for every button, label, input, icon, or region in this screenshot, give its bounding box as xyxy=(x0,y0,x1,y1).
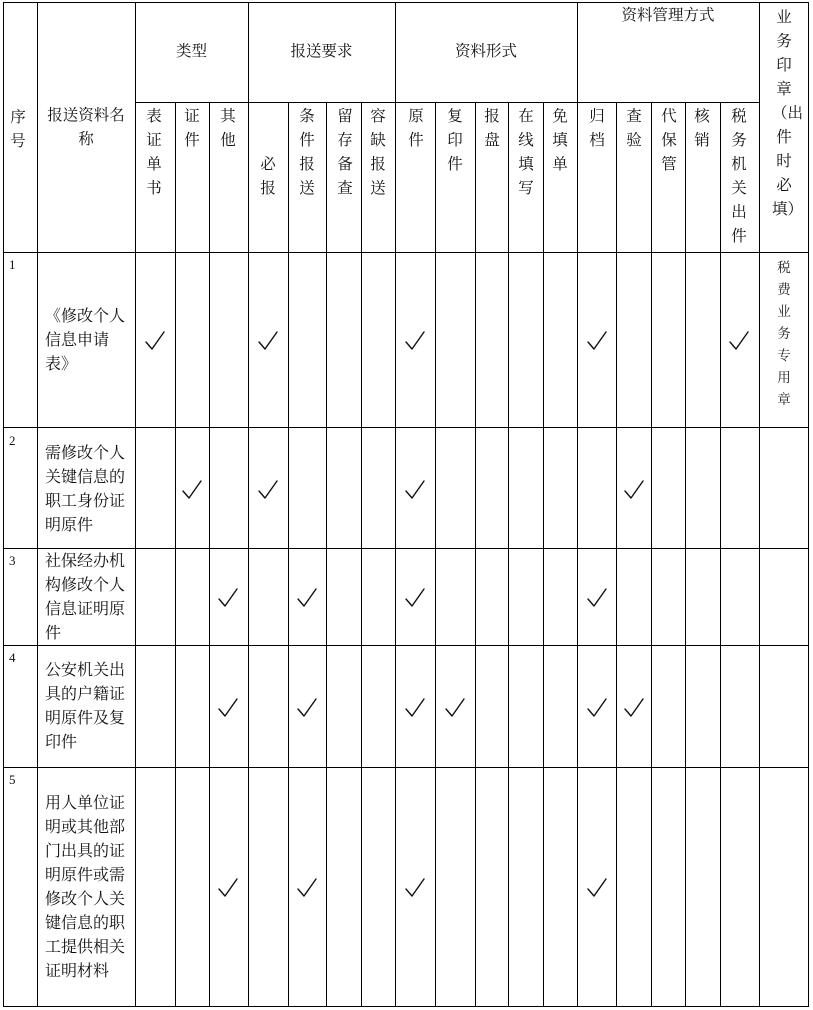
grid-line xyxy=(209,102,210,1007)
subheader-other: 其他 xyxy=(220,107,236,149)
subheader-exempt: 免填单 xyxy=(552,107,568,173)
grid-line xyxy=(361,102,362,1007)
check-mark-icon xyxy=(585,586,609,610)
check-mark-icon xyxy=(403,586,427,610)
header-doc-name: 报送资料名称 xyxy=(47,106,125,148)
grid-line xyxy=(543,102,544,1007)
grid-line xyxy=(720,102,721,1007)
subheader-archive: 归档 xyxy=(589,107,605,149)
header-management: 资料管理方式 xyxy=(621,6,715,24)
grid-line xyxy=(759,2,760,1007)
check-mark-icon xyxy=(295,696,319,720)
subheader-retain: 留存备查 xyxy=(337,107,353,197)
check-mark-icon xyxy=(403,876,427,900)
check-mark-icon xyxy=(443,696,467,720)
grid-line xyxy=(248,2,249,1007)
grid-line xyxy=(135,2,136,1007)
grid-line xyxy=(3,427,809,428)
check-mark-icon xyxy=(295,876,319,900)
grid-line xyxy=(435,102,436,1007)
row-seal-text: 税费业务专用章 xyxy=(777,260,791,408)
subheader-conditional: 条件报送 xyxy=(299,107,315,197)
subheader-inspect: 查验 xyxy=(626,107,642,149)
check-mark-icon xyxy=(585,329,609,353)
check-mark-icon xyxy=(256,478,280,502)
grid-line xyxy=(288,102,289,1007)
subheader-cancel: 核销 xyxy=(694,107,710,149)
grid-line xyxy=(3,1006,809,1007)
grid-line xyxy=(3,2,4,1007)
header-category: 类型 xyxy=(175,42,207,60)
subheader-tolerant: 容缺报送 xyxy=(370,107,386,197)
grid-line xyxy=(616,102,617,1007)
subheader-custody: 代保管 xyxy=(661,107,677,173)
grid-line xyxy=(475,102,476,1007)
row-doc-name: 需修改个人关键信息的职工身份证明原件 xyxy=(45,442,126,534)
check-mark-icon xyxy=(216,586,240,610)
row-doc-name: 公安机关出具的户籍证明原件及复印件 xyxy=(45,660,126,751)
check-mark-icon xyxy=(727,329,751,353)
row-doc-name: 社保经办机构修改个人信息证明原件 xyxy=(45,551,126,642)
check-mark-icon xyxy=(403,329,427,353)
subheader-original: 原件 xyxy=(408,107,424,149)
grid-line xyxy=(395,2,396,1007)
check-mark-icon xyxy=(295,586,319,610)
grid-line xyxy=(651,102,652,1007)
subheader-required: 必报 xyxy=(260,155,276,197)
subheader-form-table: 表证单书 xyxy=(146,107,162,197)
row-seq: 1 xyxy=(9,257,16,272)
subheader-online: 在线填写 xyxy=(518,107,534,197)
check-mark-icon xyxy=(585,876,609,900)
subheader-cert: 证件 xyxy=(184,107,200,149)
check-mark-icon xyxy=(143,329,167,353)
row-doc-name: 用人单位证明或其他部门出具的证明原件或需修改个人关键信息的职工提供相关证明材料 xyxy=(45,793,126,980)
subheader-copy: 复印件 xyxy=(447,107,463,173)
row-seq: 5 xyxy=(9,772,16,787)
header-form: 资料形式 xyxy=(454,42,517,60)
check-mark-icon xyxy=(403,478,427,502)
grid-line xyxy=(326,102,327,1007)
grid-line xyxy=(808,2,809,1007)
check-mark-icon xyxy=(622,696,646,720)
header-submission: 报送要求 xyxy=(290,42,353,60)
grid-line xyxy=(685,102,686,1007)
check-mark-icon xyxy=(585,696,609,720)
row-seq: 2 xyxy=(9,433,16,448)
check-mark-icon xyxy=(216,876,240,900)
grid-line xyxy=(577,2,578,1007)
row-seq: 4 xyxy=(9,650,16,665)
subheader-tax-issued: 税务机关出件 xyxy=(731,107,747,245)
subheader-disk: 报盘 xyxy=(484,107,500,149)
check-mark-icon xyxy=(403,696,427,720)
header-seq: 序号 xyxy=(10,108,26,150)
grid-line xyxy=(175,102,176,1007)
check-mark-icon xyxy=(256,329,280,353)
check-mark-icon xyxy=(216,696,240,720)
row-seq: 3 xyxy=(9,553,16,568)
row-doc-name: 《修改个人信息申请表》 xyxy=(45,305,126,373)
check-mark-icon xyxy=(622,478,646,502)
grid-line xyxy=(508,102,509,1007)
check-mark-icon xyxy=(180,478,204,502)
header-seal: 业务印章（出件时必填） xyxy=(772,8,804,218)
